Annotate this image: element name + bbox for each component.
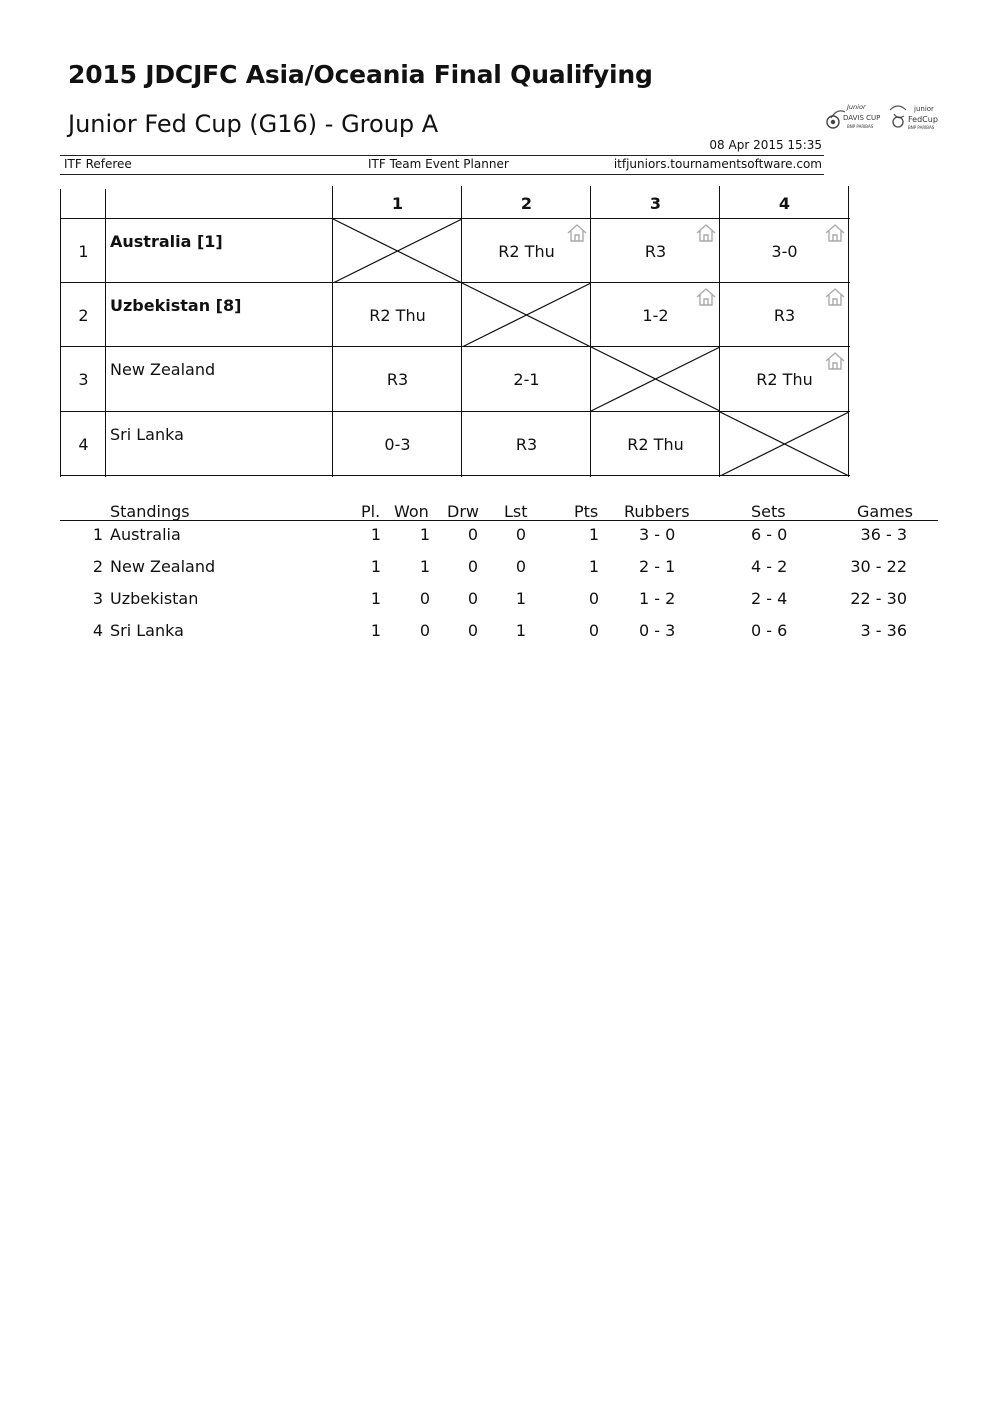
match-cell: R3 (386, 369, 409, 389)
svg-text:BNP PARIBAS: BNP PARIBAS (908, 125, 935, 130)
svg-text:junior: junior (914, 105, 934, 113)
row-number: 1 (78, 241, 89, 261)
standing-games: 30 - 22 (850, 557, 907, 576)
standing-team: New Zealand (110, 557, 216, 576)
standing-games: 22 - 30 (850, 589, 907, 608)
standing-team: Sri Lanka (110, 621, 184, 640)
standing-pl: 1 (370, 589, 381, 608)
column-header-lst: Lst (504, 502, 528, 521)
standing-drw: 0 (467, 525, 478, 544)
standing-won: 0 (419, 621, 430, 640)
standing-sets: 4 - 2 (751, 557, 788, 576)
column-number: 2 (520, 193, 533, 213)
standing-won: 1 (419, 525, 430, 544)
column-header-pts: Pts (574, 502, 599, 521)
team-name: Australia [1] (110, 232, 223, 251)
standing-lst: 0 (515, 525, 526, 544)
team-name: Sri Lanka (110, 425, 184, 444)
standing-rubbers: 0 - 3 (639, 621, 676, 640)
column-number: 1 (391, 193, 404, 213)
home-icon (695, 222, 717, 244)
home-icon (566, 222, 588, 244)
svg-text:BNP PARIBAS: BNP PARIBAS (847, 124, 874, 129)
match-cell: R3 (773, 305, 796, 325)
standing-rubbers: 2 - 1 (639, 557, 676, 576)
standing-pts: 0 (588, 621, 599, 640)
match-cell: 3-0 (771, 241, 798, 261)
standing-lst: 1 (515, 621, 526, 640)
standing-position: 2 (92, 557, 103, 576)
standing-position: 3 (92, 589, 103, 608)
match-cell: R3 (644, 241, 667, 261)
header-rule-top (60, 155, 824, 156)
standings-rule (60, 520, 938, 521)
row-number: 4 (78, 434, 89, 454)
standing-sets: 2 - 4 (751, 589, 788, 608)
header-rule-bottom (60, 174, 824, 175)
home-icon (824, 286, 846, 308)
standing-lst: 1 (515, 589, 526, 608)
standing-pts: 1 (588, 557, 599, 576)
standing-pts: 1 (588, 525, 599, 544)
svg-text:FedCup: FedCup (908, 115, 938, 124)
match-cell: 0-3 (384, 434, 411, 454)
standing-position: 4 (92, 621, 103, 640)
column-number: 4 (778, 193, 791, 213)
column-header-won: Won (394, 502, 429, 521)
home-icon (824, 350, 846, 372)
column-header-sets: Sets (751, 502, 786, 521)
page-subtitle: Junior Fed Cup (G16) - Group A (68, 110, 439, 138)
self-match-cross (591, 347, 720, 411)
standing-sets: 6 - 0 (751, 525, 788, 544)
standing-team: Uzbekistan (110, 589, 199, 608)
row-number: 2 (78, 305, 89, 325)
standing-won: 1 (419, 557, 430, 576)
standing-pl: 1 (370, 557, 381, 576)
row-number: 3 (78, 369, 89, 389)
standing-pl: 1 (370, 621, 381, 640)
standing-drw: 0 (467, 589, 478, 608)
standing-won: 0 (419, 589, 430, 608)
planner-label: ITF Team Event Planner (368, 157, 509, 171)
home-icon (824, 222, 846, 244)
self-match-cross (462, 283, 591, 347)
column-header-pl: Pl. (361, 502, 381, 521)
group-grid (60, 186, 850, 477)
self-match-cross (333, 219, 462, 283)
standing-drw: 0 (467, 621, 478, 640)
match-cell: 1-2 (642, 305, 669, 325)
fed-cup-logo (888, 100, 944, 134)
column-number: 3 (649, 193, 662, 213)
self-match-cross (720, 412, 849, 476)
standing-position: 1 (92, 525, 103, 544)
davis-cup-logo (825, 100, 885, 134)
standing-drw: 0 (467, 557, 478, 576)
match-cell: R2 Thu (498, 241, 555, 261)
column-header-drw: Drw (447, 502, 479, 521)
standing-lst: 0 (515, 557, 526, 576)
standing-team: Australia (110, 525, 181, 544)
match-cell: R2 Thu (369, 305, 426, 325)
standings-header: Standings (110, 502, 190, 521)
standing-pl: 1 (370, 525, 381, 544)
column-header-rubbers: Rubbers (624, 502, 690, 521)
column-header-games: Games (857, 502, 913, 521)
home-icon (695, 286, 717, 308)
svg-text:Junior: Junior (847, 103, 866, 111)
referee-label: ITF Referee (64, 157, 132, 171)
match-cell: R3 (515, 434, 538, 454)
standing-games: 36 - 3 (860, 525, 907, 544)
standing-games: 3 - 36 (860, 621, 907, 640)
standing-rubbers: 3 - 0 (639, 525, 676, 544)
team-name: Uzbekistan [8] (110, 296, 242, 315)
standing-sets: 0 - 6 (751, 621, 788, 640)
team-name: New Zealand (110, 360, 216, 379)
print-datetime: 08 Apr 2015 15:35 (709, 138, 822, 152)
svg-text:DAVIS CUP: DAVIS CUP (843, 114, 881, 122)
standing-pts: 0 (588, 589, 599, 608)
standing-rubbers: 1 - 2 (639, 589, 676, 608)
match-cell: 2-1 (513, 369, 540, 389)
match-cell: R2 Thu (627, 434, 684, 454)
match-cell: R2 Thu (756, 369, 813, 389)
page-title: 2015 JDCJFC Asia/Oceania Final Qualifying (68, 60, 653, 89)
website-label: itfjuniors.tournamentsoftware.com (613, 157, 822, 171)
